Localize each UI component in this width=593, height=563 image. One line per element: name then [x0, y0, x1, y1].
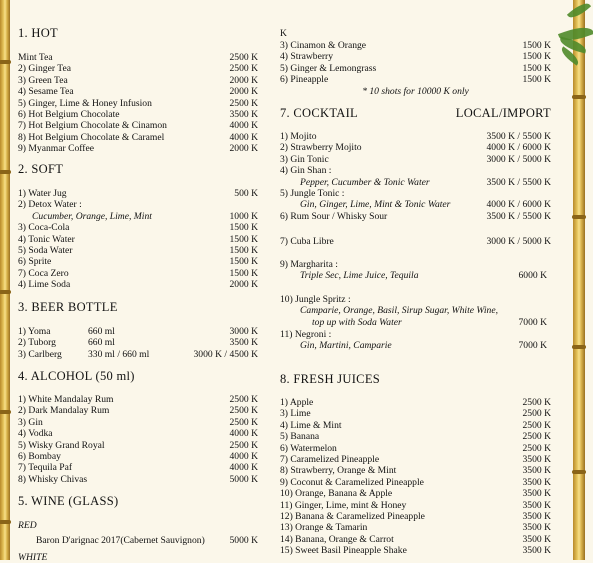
- menu-item: 1) Water Jug 500 K: [18, 188, 258, 199]
- menu-item-price: 2000 K: [229, 143, 258, 155]
- menu-item-price: 2500 K: [522, 397, 551, 408]
- menu-item: [18, 132, 258, 143]
- menu-item-name: 2) Ginger Tea: [18, 63, 71, 75]
- wine-name: Baron D'arignac 2017(Cabernet Sauvignon): [36, 535, 205, 546]
- menu-item-price: 2000 K: [229, 86, 258, 98]
- menu-item: [18, 337, 258, 348]
- menu-item-name: 2) Tuborg: [18, 337, 56, 349]
- menu-item: [280, 40, 551, 51]
- menu-item-name: 5) Banana: [280, 431, 320, 443]
- menu-item: [18, 279, 258, 290]
- menu-item: [280, 488, 551, 499]
- section-title-cocktail: 7. COCKTAIL: [280, 106, 358, 120]
- menu-item: 4) Gin Shan :: [280, 165, 332, 177]
- menu-item: [18, 245, 258, 256]
- menu-item-price: 3500 K: [522, 545, 551, 557]
- menu-item: [18, 451, 258, 462]
- menu-item: [18, 417, 258, 428]
- menu-item: [280, 477, 551, 488]
- menu-item-name: 6) Bombay: [18, 450, 61, 462]
- menu-item: [18, 222, 258, 233]
- menu-item: [280, 500, 551, 511]
- menu-item-name: 1) White Mandalay Rum: [18, 394, 114, 405]
- menu-item-name: 4) Sesame Tea: [18, 86, 74, 98]
- menu-item-price: 2000 K: [229, 74, 258, 86]
- menu-item: [280, 534, 551, 545]
- menu-item: [18, 75, 258, 86]
- menu-item: 11) Negroni : Gin, Martini, Camparie 7000 K: [280, 329, 547, 352]
- menu-item-size: 660 ml: [88, 326, 115, 337]
- menu-item: [280, 397, 551, 408]
- menu-item-name: 6) Pineapple: [280, 74, 329, 86]
- menu-item: [18, 109, 258, 120]
- menu-item-price: 3500 K: [522, 465, 551, 477]
- menu-item: 2) Detox Water :: [18, 199, 82, 211]
- menu-item: [280, 63, 551, 74]
- soft-list: [18, 188, 258, 291]
- menu-item: 1) Mojito 3500 K / 5500 K: [280, 131, 551, 142]
- menu-item-price: 1500 K: [522, 74, 551, 86]
- menu-item: [18, 256, 258, 267]
- menu-item-name: 13) Orange & Tamarin: [280, 522, 368, 534]
- menu-item-price: 3500 K: [229, 337, 258, 349]
- menu-item-price: 1500 K: [229, 222, 258, 234]
- menu-item-name: 12) Banana & Caramelized Pineapple: [280, 510, 425, 522]
- menu-item-name: 3) Cinamon & Orange: [280, 40, 367, 51]
- menu-item-name: 9) Coconut & Caramelized Pineapple: [280, 476, 424, 488]
- menu-item-name: 4) Vodka: [18, 428, 53, 440]
- menu-item: [280, 465, 551, 476]
- menu-item-name: 6) Sprite: [18, 256, 52, 268]
- beer-list: [18, 326, 258, 360]
- section-title-juices: 8. FRESH JUICES: [280, 372, 381, 386]
- menu-item-name: 3) Carlberg: [18, 348, 62, 360]
- menu-item-name: 3) Lime: [280, 408, 311, 420]
- menu-item-price: 2500 K: [229, 394, 258, 405]
- menu-item-name: 9) Myanmar Coffee: [18, 143, 95, 155]
- menu-item: 10) Jungle Spritz : Camparie, Orange, Basil, Sirup Sugar, White Wine, top up with Soda Water 7000 K: [280, 294, 547, 328]
- wine-red-label: RED: [18, 520, 37, 531]
- menu-item: [18, 349, 258, 360]
- menu-item: 6) Rum Sour / Whisky Sour 3500 K / 5500 K: [280, 210, 551, 222]
- menu-item-name: 5) Ginger, Lime & Honey Infusion: [18, 97, 152, 109]
- menu-item-price: 3500 K: [522, 453, 551, 465]
- menu-item: [18, 326, 258, 337]
- menu-item-price: 2000 K: [229, 279, 258, 291]
- menu-item: [18, 268, 258, 279]
- section-title-hot: 1. HOT: [18, 26, 58, 40]
- menu-item: [280, 74, 551, 85]
- menu-item-price: 4000 K: [229, 450, 258, 462]
- menu-item: [280, 454, 551, 465]
- menu-item-price: 3500 K: [229, 108, 258, 120]
- menu-item-price: 2500 K: [229, 416, 258, 428]
- menu-item: [18, 440, 258, 451]
- menu-item-price: 2500 K: [229, 97, 258, 109]
- menu-item-price: 1500 K: [229, 267, 258, 279]
- menu-item-name: 6) Watermelon: [280, 442, 337, 454]
- menu-item: [280, 522, 551, 533]
- section-title-beer: 3. BEER BOTTLE: [18, 300, 118, 314]
- menu-item-price: 4000 K: [229, 120, 258, 132]
- menu-item: [280, 51, 551, 62]
- juices-list: [280, 397, 551, 556]
- menu-item-name: 8) Whisky Chivas: [18, 473, 88, 485]
- menu-item-price: 1500 K: [229, 233, 258, 245]
- menu-item-price: 3000 K: [229, 326, 258, 337]
- wine-white-label: WHITE: [18, 552, 48, 563]
- hot-list: [18, 52, 258, 155]
- menu-item-name: 7) Tequila Paf: [18, 462, 73, 474]
- menu-item-name: 14) Banana, Orange & Carrot: [280, 533, 394, 545]
- menu-item-price: 2500 K: [522, 442, 551, 454]
- menu-item-price: 2500 K: [229, 52, 258, 63]
- menu-item-name: 5) Soda Water: [18, 244, 73, 256]
- menu-item-desc: Gin, Ginger, Lime, Mint & Tonic Water 4000 K / 6000 K: [300, 199, 551, 211]
- continued-marker: K: [280, 28, 287, 39]
- menu-item: 9) Margharita : Triple Sec, Lime Juice, Tequila 6000 K: [280, 259, 547, 282]
- menu-item-name: 2) Dark Mandalay Rum: [18, 405, 110, 417]
- menu-item: [18, 52, 258, 63]
- menu-item: [280, 511, 551, 522]
- menu-item-price: 3500 K: [522, 499, 551, 511]
- menu-item-name: 8) Hot Belgium Chocolate & Caramel: [18, 131, 165, 143]
- menu-item-name: 6) Hot Belgium Chocolate: [18, 108, 120, 120]
- section-title-soft: 2. SOFT: [18, 162, 64, 176]
- menu-item: [18, 98, 258, 109]
- menu-item: [18, 394, 258, 405]
- section-title-alcohol: 4. ALCOHOL (50 ml): [18, 369, 135, 383]
- menu-item-price: 1500 K: [522, 40, 551, 51]
- menu-item-desc: Cucumber, Orange, Lime, Mint 1000 K: [32, 210, 258, 222]
- shots-note: * 10 shots for 10000 K only: [362, 86, 469, 97]
- menu-item: [18, 428, 258, 439]
- menu-item-price: 3500 K: [522, 510, 551, 522]
- menu-item-price: 1500 K: [522, 62, 551, 74]
- shots-list: [280, 40, 551, 86]
- menu-item-price: 2500 K: [229, 405, 258, 417]
- menu-item: [280, 431, 551, 442]
- menu-item-price: 4000 K: [229, 462, 258, 474]
- menu-item-price: 3500 K: [522, 476, 551, 488]
- menu-item-name: 3) Green Tea: [18, 74, 68, 86]
- menu-item-price: 2500 K: [229, 439, 258, 451]
- menu-item-name: 4) Tonic Water: [18, 233, 75, 245]
- menu-item: [18, 143, 258, 154]
- menu-item: [280, 443, 551, 454]
- menu-item-price: 3500 K: [522, 488, 551, 500]
- menu-item-price: 1500 K: [229, 256, 258, 268]
- menu-item-name: 3) Coca-Cola: [18, 222, 70, 234]
- menu-item: [18, 405, 258, 416]
- menu-item-name: 15) Sweet Basil Pineapple Shake: [280, 545, 407, 557]
- cocktail-price-header: LOCAL/IMPORT: [455, 106, 551, 120]
- menu-item-price: 3500 K: [522, 522, 551, 534]
- menu-item-name: 4) Lime & Mint: [280, 419, 342, 431]
- menu-item-desc: Pepper, Cucumber & Tonic Water 3500 K / 5500 K: [300, 176, 551, 188]
- menu-item-size: 660 ml: [88, 337, 115, 349]
- menu-item-name: 8) Strawberry, Orange & Mint: [280, 465, 397, 477]
- bamboo-right-decoration: [573, 0, 585, 560]
- menu-item: [18, 120, 258, 131]
- menu-item-name: 7) Coca Zero: [18, 267, 69, 279]
- menu-item-price: 1500 K: [522, 51, 551, 63]
- menu-item: [18, 462, 258, 473]
- menu-item-price: 2500 K: [522, 431, 551, 443]
- menu-item-price: 4000 K: [229, 131, 258, 143]
- menu-item-name: 11) Ginger, Lime, mint & Honey: [280, 499, 407, 511]
- menu-item: [18, 63, 258, 74]
- menu-item: 7) Cuba Libre 3000 K / 5000 K: [280, 236, 551, 247]
- menu-item-price: 4000 K: [229, 428, 258, 440]
- menu-item: [280, 420, 551, 431]
- menu-item-name: 5) Wisky Grand Royal: [18, 439, 105, 451]
- menu-item-name: 5) Ginger & Lemongrass: [280, 62, 377, 74]
- menu-item-price: 1500 K: [229, 244, 258, 256]
- menu-item-name: 7) Hot Belgium Chocolate & Cinamon: [18, 120, 167, 132]
- menu-item-name: 3) Gin: [18, 416, 43, 428]
- menu-item: 5) Jungle Tonic :: [280, 187, 345, 199]
- menu-item: Baron D'arignac 2017(Cabernet Sauvignon) 5000 K: [36, 535, 258, 546]
- menu-item-name: 1) Apple: [280, 397, 314, 408]
- menu-item: [280, 408, 551, 419]
- menu-item-name: 4) Strawberry: [280, 51, 334, 63]
- menu-item: 3) Gin Tonic 3000 K / 5000 K: [280, 153, 551, 165]
- menu-item: [18, 474, 258, 485]
- menu-item-name: 10) Orange, Banana & Apple: [280, 488, 393, 500]
- alcohol-list: [18, 394, 258, 485]
- menu-item-price: 3500 K: [522, 533, 551, 545]
- cocktail-list: [280, 131, 551, 222]
- menu-item: 2) Strawberry Mojito 4000 K / 6000 K: [280, 142, 551, 154]
- menu-item-name: Mint Tea: [18, 52, 53, 63]
- menu-item: [280, 545, 551, 556]
- menu-item-price: 3000 K / 4500 K: [193, 348, 258, 360]
- menu-item-name: 4) Lime Soda: [18, 279, 71, 291]
- menu-item-price: 5000 K: [229, 473, 258, 485]
- menu-item-size: 330 ml / 660 ml: [88, 348, 150, 360]
- menu-item-price: 2500 K: [522, 408, 551, 420]
- menu-item: [18, 86, 258, 97]
- menu-item-price: 2500 K: [229, 63, 258, 75]
- bamboo-left-decoration: [0, 0, 10, 560]
- menu-item-name: 7) Caramelized Pineapple: [280, 453, 380, 465]
- menu-item-name: 1) Yoma: [18, 326, 51, 337]
- menu-item: [18, 234, 258, 245]
- section-title-wine: 5. WINE (GLASS): [18, 494, 119, 508]
- menu-item-price: 2500 K: [522, 419, 551, 431]
